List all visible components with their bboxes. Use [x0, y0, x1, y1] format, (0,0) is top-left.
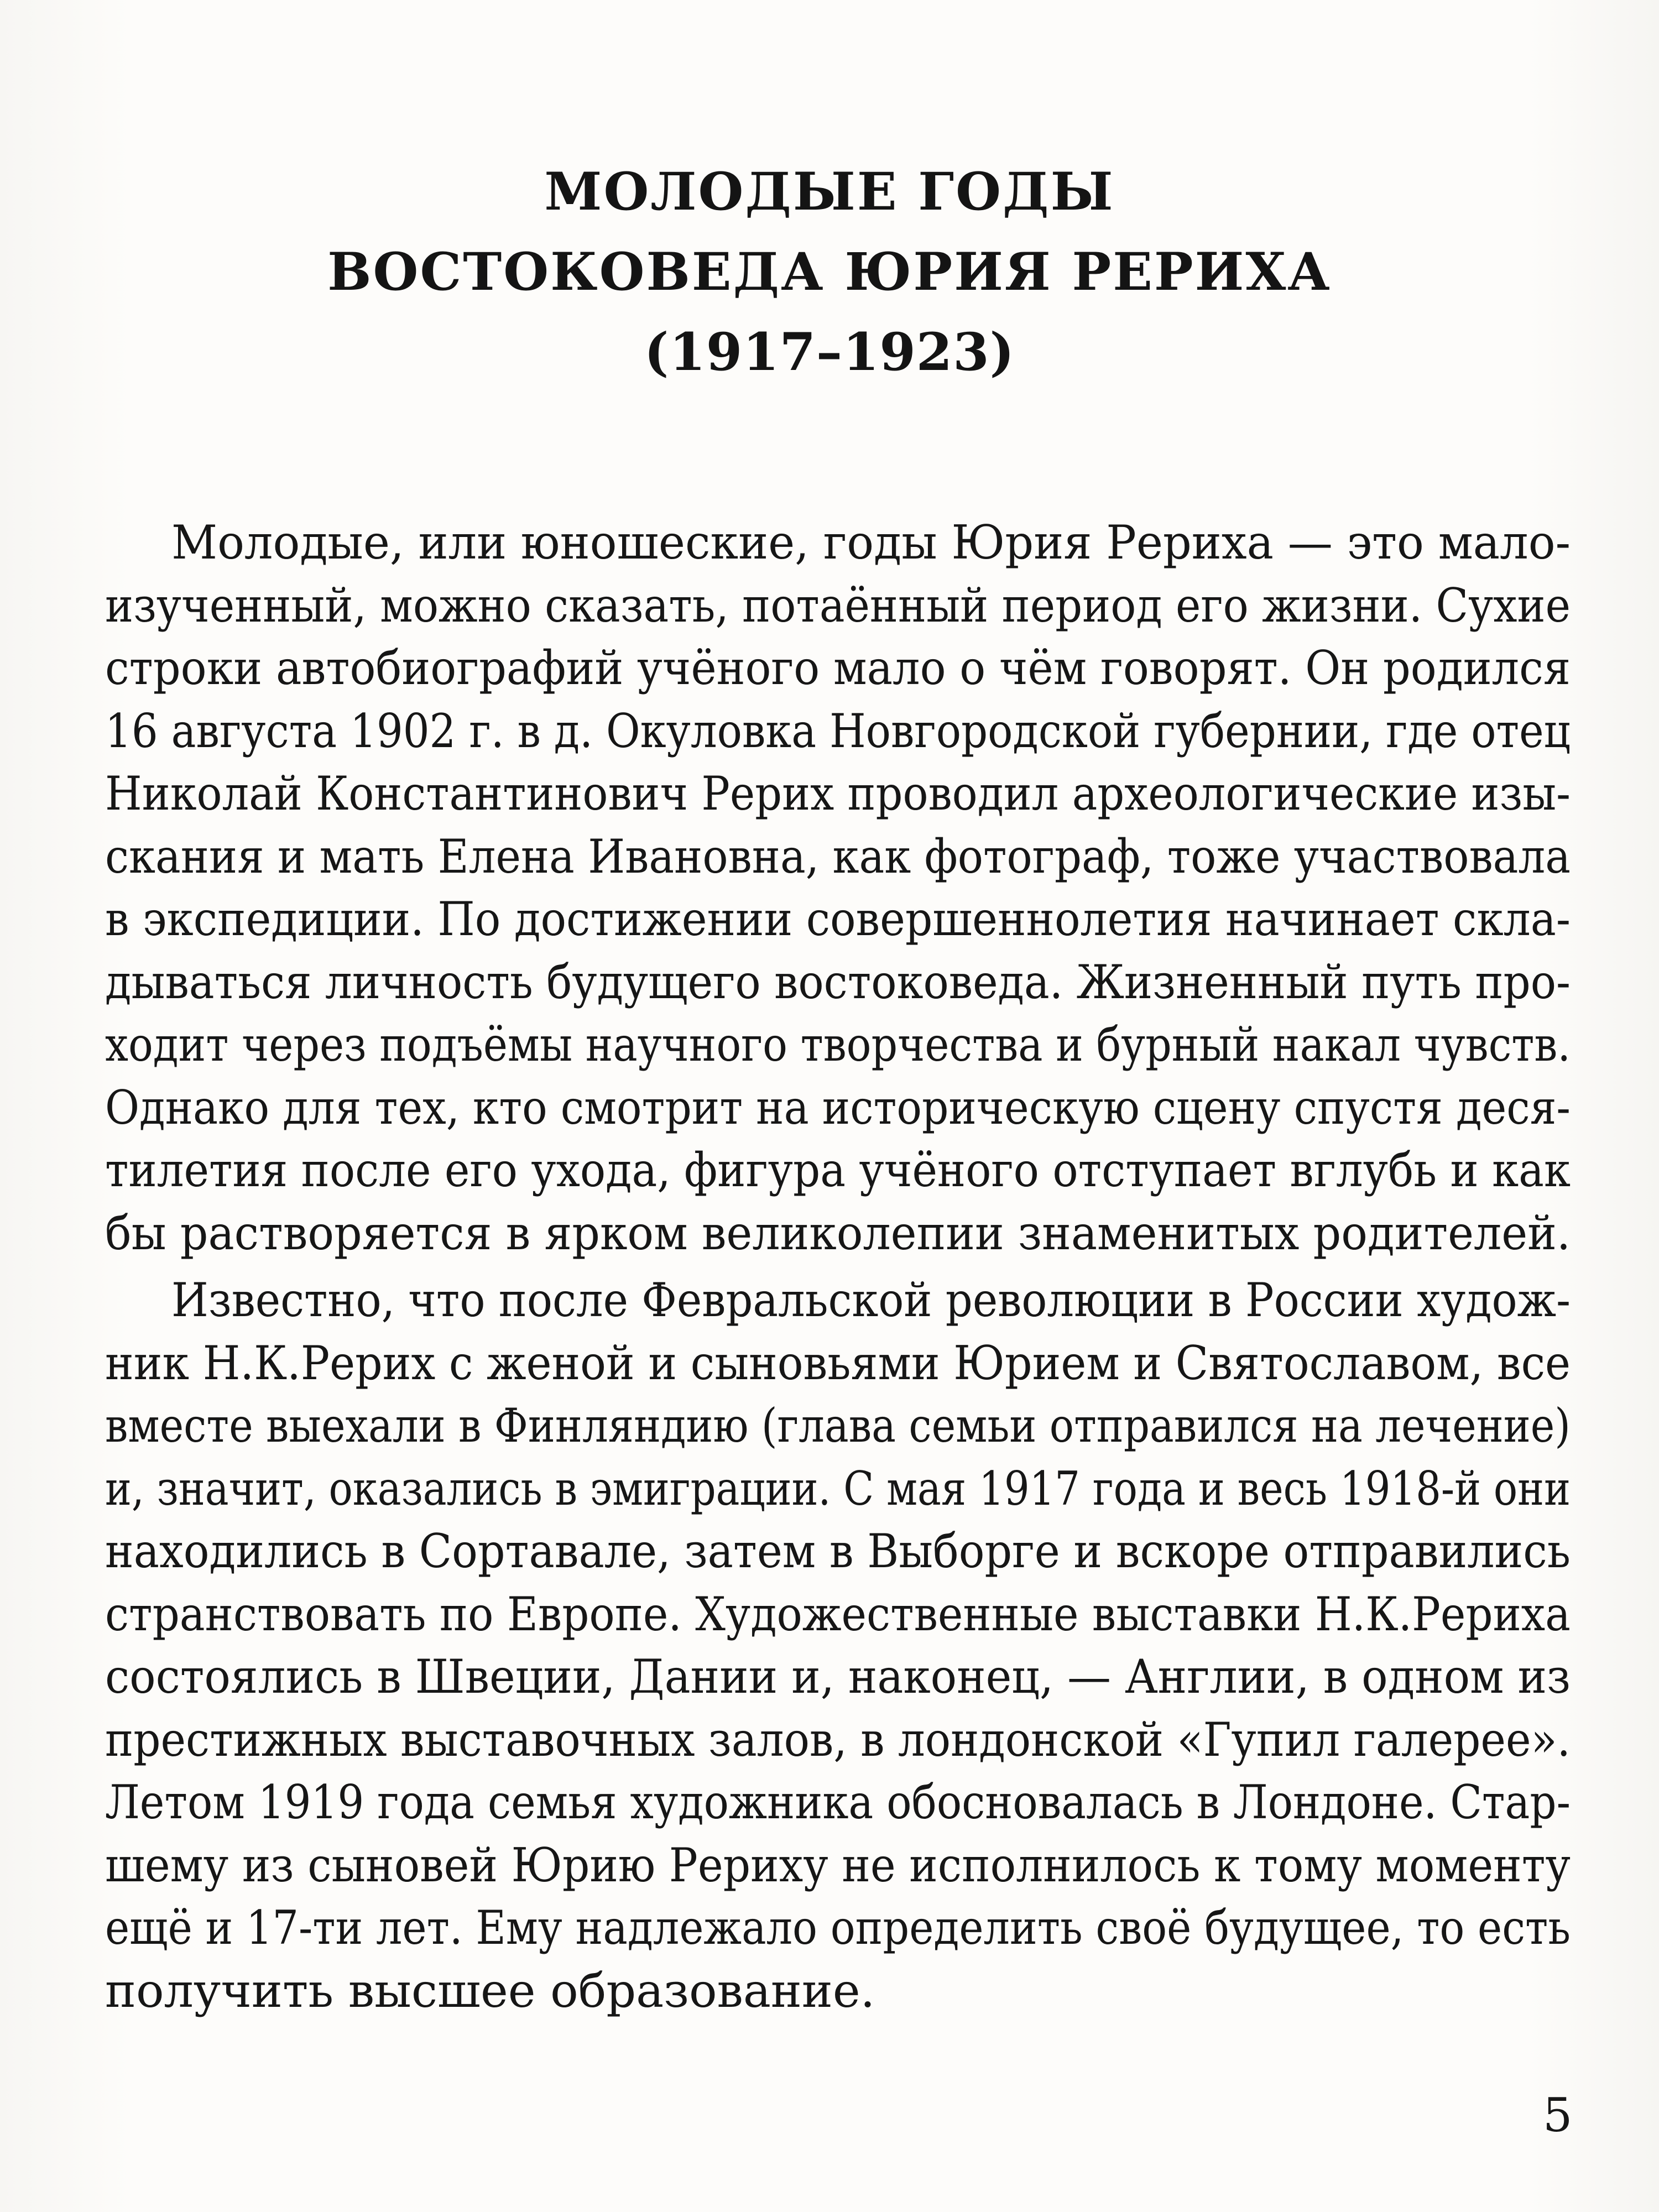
text-line-content: 16 августа 1902 г. в д. Окуловка Новгородской губернии, где отец — [105, 703, 1571, 758]
text-line — [0, 763, 1659, 826]
text-line-content: Летом 1919 года семья художника обосновалась в Лондоне. Стар- — [105, 1775, 1571, 1829]
text-line — [0, 575, 1659, 638]
text-line — [0, 1583, 1659, 1646]
text-line-content: престижных выставочных залов, в лондонской «Гупил галерее». — [105, 1712, 1571, 1767]
text-line — [0, 1960, 1659, 2023]
chapter-title-line-1: МОЛОДЫЕ ГОДЫ — [544, 161, 1115, 222]
text-line-content: Известно, что после Февральской революции в России худож- — [171, 1273, 1571, 1327]
text-line-content: шему из сыновей Юрию Рериху не исполнилось к тому моменту — [105, 1838, 1571, 1892]
chapter-body — [0, 512, 1659, 2022]
text-line — [0, 1897, 1659, 1960]
text-line — [0, 826, 1659, 889]
text-line-content: бы растворяется в ярком великолепии знаменитых родителей. — [105, 1206, 1571, 1260]
text-line-content: получить высшее образование. — [105, 1963, 875, 2018]
text-line-content: странствовать по Европе. Художественные выставки Н.К.Рериха — [105, 1587, 1571, 1641]
text-line — [0, 512, 1659, 575]
text-line-content: ещё и 17-ти лет. Ему надлежало определить своё будущее, то есть — [105, 1901, 1571, 1955]
text-line-content: изученный, можно сказать, потаённый период его жизни. Сухие — [105, 578, 1571, 633]
text-line-content: находились в Сортавале, затем в Выборге и вскоре отправились — [105, 1524, 1571, 1578]
text-line-content: тилетия после его ухода, фигура учёного отступает вглубь и как — [105, 1143, 1571, 1197]
text-line-content: дываться личность будущего востоковеда. Жизненный путь про- — [105, 954, 1571, 1009]
text-line — [0, 1834, 1659, 1897]
text-line — [0, 1395, 1659, 1458]
text-line — [0, 1709, 1659, 1772]
text-line-content: состоялись в Швеции, Дании и, наконец, — Англии, в одном из — [105, 1650, 1571, 1704]
text-line — [0, 888, 1659, 951]
text-line-content: Однако для тех, кто смотрит на историческую сцену спустя деся- — [105, 1080, 1571, 1135]
text-line — [0, 1077, 1659, 1140]
text-line-content: Молодые, или юношеские, годы Юрия Рериха — это мало- — [171, 515, 1571, 570]
page-number: 5 — [1543, 2088, 1573, 2142]
text-line-content: вместе выехали в Финляндию (глава семьи отправился на лечение) — [105, 1399, 1571, 1453]
text-line — [0, 1458, 1659, 1521]
text-line — [0, 1646, 1659, 1709]
paragraph — [0, 1269, 1659, 2022]
text-line-content: в экспедиции. По достижении совершеннолетия начинает скла- — [105, 892, 1571, 946]
text-line — [0, 1139, 1659, 1202]
chapter-header — [0, 152, 1659, 393]
text-line-content: ходит через подъёмы научного творчества и бурный накал чувств. — [105, 1018, 1571, 1072]
text-line — [0, 700, 1659, 763]
text-line — [0, 637, 1659, 700]
text-line — [0, 1014, 1659, 1077]
text-line-content: и, значит, оказались в эмиграции. С мая 1917 года и весь 1918-й они — [105, 1461, 1571, 1516]
text-line-content: Николай Константинович Рерих проводил археологические изы- — [105, 766, 1571, 821]
text-line — [0, 1332, 1659, 1395]
text-line — [0, 1269, 1659, 1332]
chapter-years: (1917–1923) — [644, 322, 1015, 383]
text-line-content: строки автобиографий учёного мало о чём говорят. Он родился — [105, 641, 1571, 695]
text-line — [0, 1202, 1659, 1265]
text-line-content: скания и мать Елена Ивановна, как фотограф, тоже участвовала — [105, 829, 1571, 884]
paragraph — [0, 512, 1659, 1265]
text-line — [0, 1520, 1659, 1583]
chapter-title-line-2: ВОСТОКОВЕДА ЮРИЯ РЕРИХА — [327, 242, 1332, 302]
text-line-content: ник Н.К.Рерих с женой и сыновьями Юрием и Святославом, все — [105, 1335, 1571, 1390]
text-line — [0, 1771, 1659, 1834]
text-line — [0, 951, 1659, 1014]
